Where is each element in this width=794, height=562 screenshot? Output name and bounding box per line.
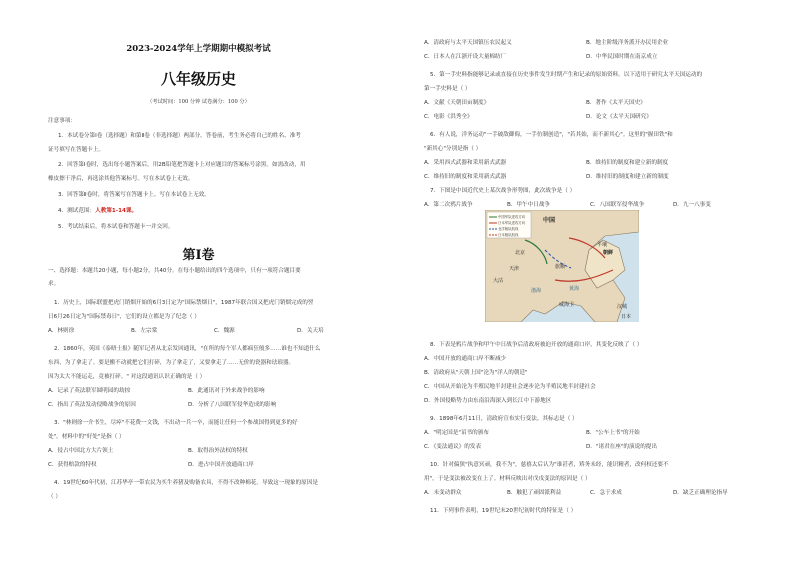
answer-option[interactable]: A．第二次鸦片战争 [424,202,473,208]
legend-text: 日本军队进攻方向 [498,221,526,225]
note-line: 橡皮擦干净后，再选涂其他答案标号。写在本试卷上无效。 [48,176,194,182]
map-label: 日本 [621,314,632,320]
answer-option[interactable]: D．论文《太平天国研究》 [586,114,652,120]
question-text: 用"，于是变法被改变在上了。材料反映出对戊戌变法的原因是（ ） [424,476,591,482]
map-label: 朝鲜 [603,250,614,256]
answer-option[interactable]: B．著作《太平天国史》 [586,100,646,106]
question-text: 1．历史上，国际联盟把虎门销烟开始的6月3日定为"国际禁烟日"，1987年联合国又把虎门销烟完成的翌 [54,300,314,306]
legend-text: 北洋舰队航线 [498,227,519,231]
map-label: 旅顺 [555,264,566,270]
answer-option[interactable]: A．清政府与太平天国镇压农民起义 [424,40,512,46]
question-text: 5．第一手史料指能够记录或直接在历史事件发生时期产生和记录的原始资料。以下适用于研究太平天国运动的 [430,72,703,78]
answer-option[interactable]: C．电影《洪秀全》 [424,114,473,120]
map-label: 渤海 [531,288,542,294]
question-text: 8．下表是鸦片战争和甲午中日战争后清政府被迫开放的通商口岸，其变化反映了（ ） [430,342,643,348]
section-intro: 求。 [48,281,60,287]
answer-option[interactable]: B．此通讯对于外来战争的影响 [188,388,265,394]
answer-option[interactable]: B．左宗棠 [131,328,158,334]
answer-option[interactable]: A．侵占中国北方大片领土 [48,448,114,454]
legend-text: 中国军队进攻方向 [498,215,526,219]
answer-option[interactable]: D．外国侵略势力由东南沿海深入到长江中下游地区 [424,398,552,404]
answer-option[interactable]: C．维持旧的制度和采用新式武器 [424,174,507,180]
section-intro: 一、选择题：本题共20小题，每小题2分，共40分。在每小题给出的四个选项中，只有一项符合题目要 [48,268,301,274]
question-text: 因为太大不能运走，竟被打碎。" 对这段通讯认识正确的是（ ） [48,374,206,380]
answer-option[interactable]: D．进占中国开放通商口岸 [188,462,254,468]
answer-option[interactable]: C．魏源 [214,328,235,334]
answer-option[interactable]: C．日本人在江浙开设大量棉纺厂 [424,54,507,60]
question-text: 第一手史料是（ ） [424,86,471,92]
answer-option[interactable]: A．"明定国是"诏书的颁布 [424,430,489,436]
note-line: 2．回答第Ⅰ卷时，选出每小题答案后，用2B铅笔把答题卡上对应题目的答案标号涂黑。如需改动，用 [58,162,306,168]
answer-option[interactable]: C．八国联军侵华战争 [590,202,645,208]
answer-option[interactable]: A．文献《天朝田亩制度》 [424,100,490,106]
map-label: 平壤 [597,242,608,248]
answer-option[interactable]: D．九一八事变 [673,202,711,208]
legend-text: 日本舰队航线 [498,233,519,237]
question-text: 日6月26日定为"国际禁毒日"，它们的设立都是为了纪念（ ） [48,314,200,320]
answer-option[interactable]: B．甲午中日战争 [507,202,550,208]
question-text: 9．1898年6月11日，清政府宣布实行变法。其标志是（ ） [430,416,578,422]
scope-value: 人教第1-14课。 [95,208,138,214]
answer-option[interactable]: B．维持旧的制度和建立新的制度 [586,160,669,166]
map-label: 汉城 [617,304,628,310]
answer-option[interactable]: A．林则徐 [48,328,75,334]
right-page [397,0,794,562]
question-text: 2．1860年，英国《泰晤士报》随军记者从北京发回通讯，"在所的每个军人都疯狂般多……谁也不知道什么 [54,346,321,352]
answer-option[interactable]: C．《变法通议》的发表 [424,444,482,450]
answer-option[interactable]: D．分析了八国联军侵华造成的影响 [188,402,277,408]
subject-title: 八年级历史 [160,70,236,88]
question-text: 东西，为了拿走了。要是搬不动就把它们打碎，为了拿走了，又要拿走了……无价的瓷器和珐琅器。 [48,360,295,366]
answer-option[interactable]: D．缺乏正确理论指导 [673,490,728,496]
question-text: （ ） [48,494,61,500]
answer-option[interactable]: C．获得赔款的特权 [48,462,97,468]
answer-option[interactable]: D．中华民国时期在南京成立 [586,54,658,60]
test-scope [58,208,137,215]
answer-option[interactable]: B．清政府从"天朝上国"沦为"洋人的朝廷" [424,370,528,376]
notes-heading: 注意事项： [48,118,76,124]
map-label: 黄海 [569,286,580,292]
answer-option[interactable]: B．地主阶级洋务派开办民用企业 [586,40,669,46]
exam-meta: （考试时间：100 分钟 试卷满分：100 分） [147,99,250,105]
war-situation-map [485,210,639,322]
answer-option[interactable]: D．"诸君在座"的演说的提出 [586,444,657,450]
answer-option[interactable]: C．中国从开始沦为半殖民地半封建社会逐步沦为半殖民地半封建社会 [424,384,596,390]
answer-option[interactable]: B．触犯了顽固派利益 [507,490,562,496]
answer-option[interactable]: D．维持旧的制度和建立新的制度 [586,174,669,180]
note-line: 5．考试结束后，将本试卷和答题卡一并交回。 [58,224,174,230]
map-label: 威海卫 [559,302,575,308]
question-text: "新其心"分别是指（ ） [424,146,482,152]
section-heading: 第Ⅰ卷 [182,248,215,263]
answer-option[interactable]: B．取得治外法权的特权 [188,448,248,454]
scope-prefix: 4．测试范围： [58,208,96,214]
note-line: 证号填写在答题卡上。 [48,147,104,153]
question-text: 7．下图是中国近代史上某次战争形势图，此次战争是（ ） [430,188,576,194]
answer-option[interactable]: A．未变动群众 [424,490,462,496]
question-text: 11．下列事件表明，19世纪末20世纪初时代的特征是（ ） [430,508,577,514]
question-text: 4．19世纪60年代初，江苏华亭一带农民为买牛养猪及购备农具，不得不改种棉花。导致这一现象的原因是 [54,480,318,486]
exam-title: 2023-2024学年上学期期中模拟考试 [126,44,271,54]
map-label-country: 中国 [543,217,556,224]
map-label: 天津 [509,266,520,272]
answer-option[interactable]: A．记录了英法联军圆明园的劫掠 [48,388,131,394]
question-text: 10．针对偏狭"执意冥顽，我不为"，慈禧太后认为"谁甚者，矫务未经，能识精者，改何权还要不 [430,462,669,468]
question-text: 3．"林则徐一介书生，尽瘁"不花费一文钱，不出动一兵一卒，而能让任何一个参战国得到更多的好 [54,420,298,426]
note-line: 1．本试卷分第Ⅰ卷（选择题）和第Ⅱ卷（非选择题）两部分。答卷前，考生务必将自己的姓名、准考 [58,133,301,139]
note-line: 3．回答第Ⅱ卷时，将答案写在答题卡上。写在本试卷上无效。 [58,192,210,198]
answer-option[interactable]: D．关天培 [297,328,324,334]
answer-option[interactable]: A．中国开放的通商口岸不断减少 [424,356,507,362]
question-text: 6．有人说，洋务运动"一手破敌御侮，一手仿制创造"，"若其始，而不新其心"。这里的"握田铁"和 [430,132,673,138]
question-text: 处"。材料中的"好处"是指（ ） [48,434,125,440]
answer-option[interactable]: C．指出了英法发动侵略战争的原因 [48,402,136,408]
map-label: 大沽 [493,278,504,284]
map-label: 北京 [515,250,526,256]
answer-option[interactable]: B．"公车上书"的开始 [586,430,640,436]
answer-option[interactable]: A．采用西式武器和采用新式武器 [424,160,507,166]
answer-option[interactable]: C．急于求成 [590,490,622,496]
